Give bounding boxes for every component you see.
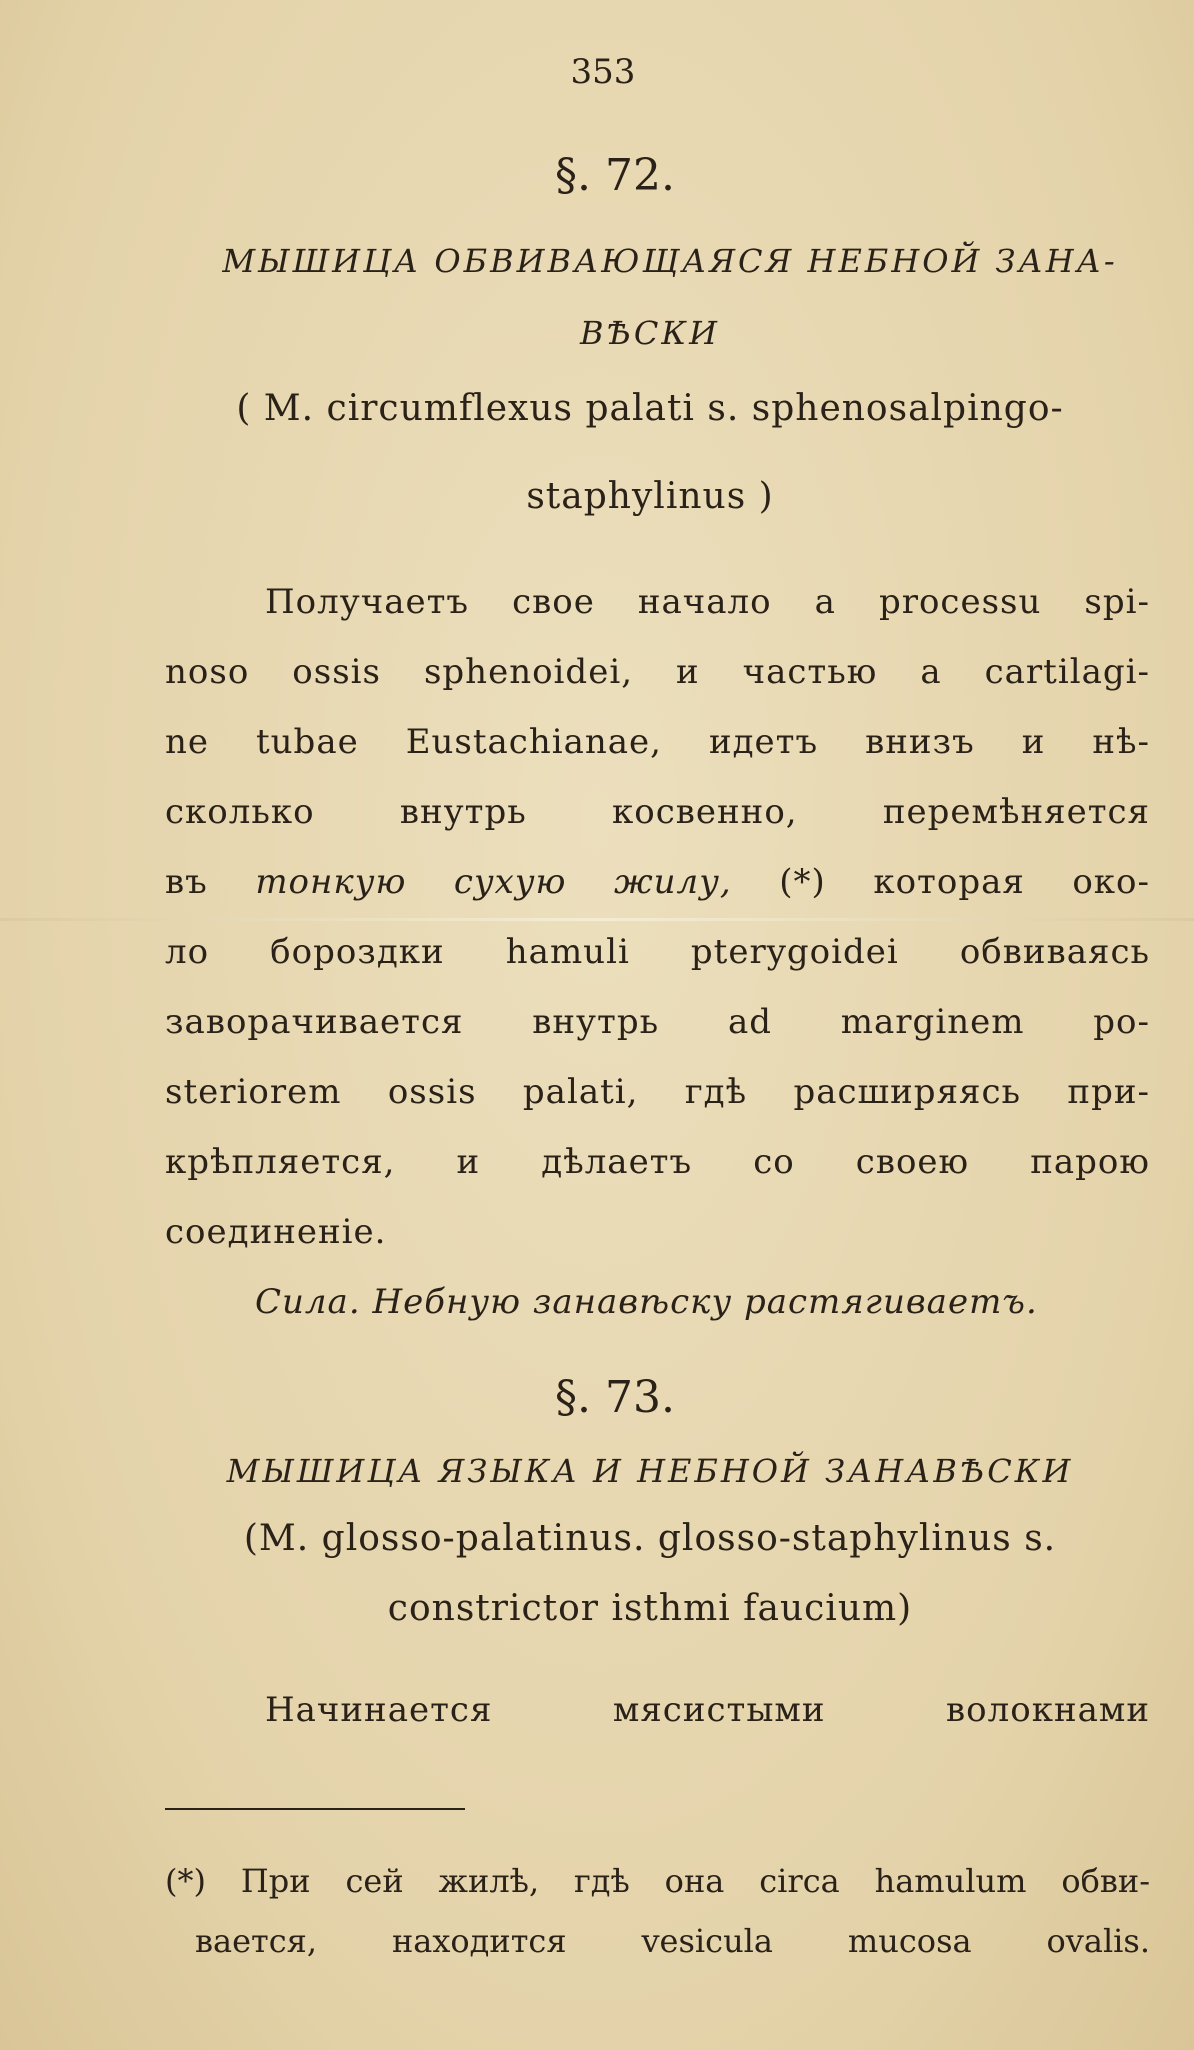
footnote-line1: (*) При сей жилѣ, гдѣ она circa hamulum обви- [165, 1862, 1150, 1900]
section-72-latin-line1: ( M. circumflexus palati s. sphenosalpingo- [236, 388, 1064, 429]
body-text: (*) которая око- [779, 862, 1151, 902]
footnote-line2: вается, находится vesicula mucosa ovalis. [195, 1922, 1150, 1960]
italic-term: тонкую сухую жилу, [255, 862, 732, 902]
section-72-mark: §. 72. [555, 150, 675, 201]
page-crease [0, 918, 1194, 921]
body-line: соединеніе. [165, 1212, 387, 1252]
body-line: Начинается мясистыми волокнами [265, 1690, 1150, 1730]
body-line-with-italic [165, 862, 1150, 902]
body-line: noso ossis sphenoidei, и частью a cartilagi- [165, 652, 1150, 692]
section-73-mark: §. 73. [555, 1372, 675, 1423]
page-number: 353 [570, 52, 636, 92]
body-line: заворачивается внутрь ad marginem po- [165, 1002, 1150, 1042]
section-72-heading-line1: МЫШИЦА ОБВИВАЮЩАЯСЯ НЕБНОЙ ЗАНА- [222, 242, 1118, 280]
section-73-heading: МЫШИЦА ЯЗЫКА И НЕБНОЙ ЗАНАВѢСКИ [226, 1452, 1074, 1490]
body-line: ло бороздки hamuli pterygoidei обвиваясь [165, 932, 1150, 972]
footnote-divider [165, 1808, 465, 1810]
body-line: крѣпляется, и дѣлаетъ со своею парою [165, 1142, 1150, 1182]
section-72-force: Сила. Небную занавѣску растягиваетъ. [255, 1282, 1038, 1322]
section-73-latin-line1: (M. glosso-palatinus. glosso-staphylinus s. [243, 1518, 1057, 1559]
body-text: въ [165, 862, 208, 902]
section-72-heading-line2: ВѢСКИ [579, 314, 721, 352]
body-line: ne tubae Eustachianae, идетъ внизъ и нѣ- [165, 722, 1150, 762]
body-line: Получаетъ свое начало a processu spi- [265, 582, 1150, 622]
body-line: сколько внутрь косвенно, перемѣняется [165, 792, 1150, 832]
body-line: steriorem ossis palati, гдѣ расширяясь при- [165, 1072, 1150, 1112]
section-73-latin-line2: constrictor isthmi faucium) [387, 1588, 913, 1629]
section-72-latin-line2: staphylinus ) [526, 476, 774, 517]
